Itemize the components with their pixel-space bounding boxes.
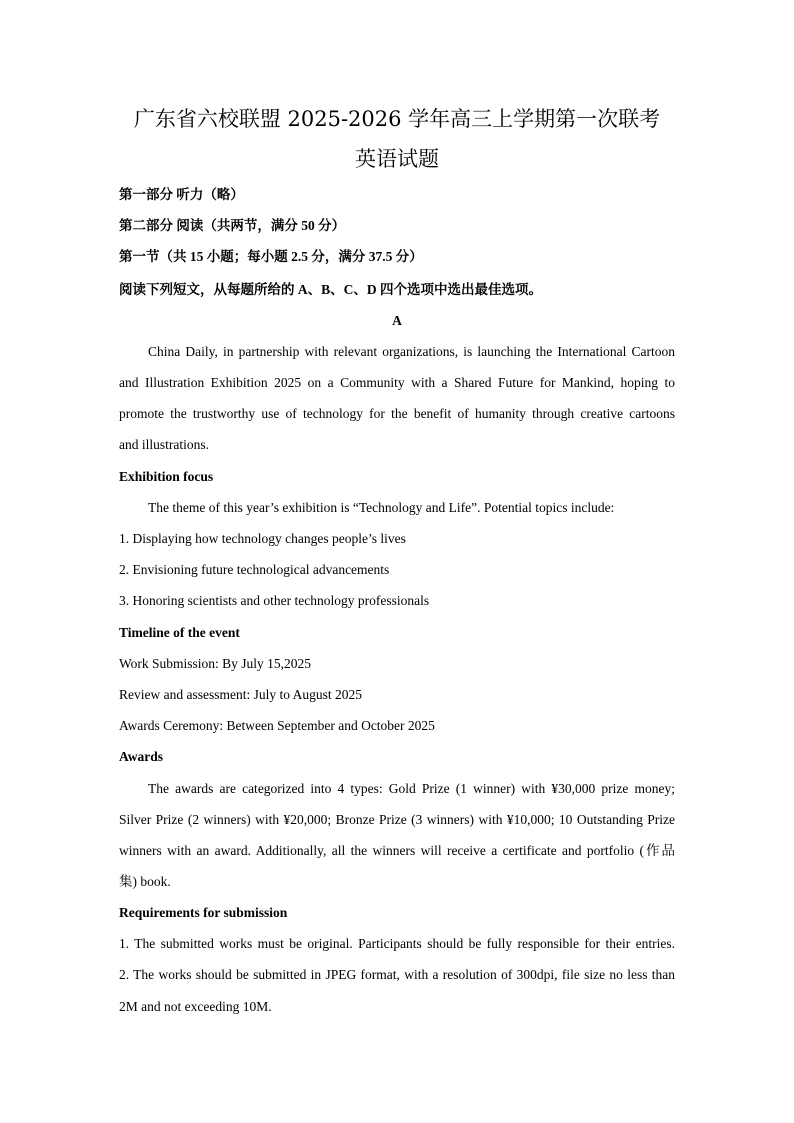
- focus-item: 1. Displaying how technology changes people’s lives: [119, 531, 406, 546]
- requirement-line: 1. The submitted works must be original. Participants should be fully responsible for their entries.: [119, 936, 675, 951]
- part2-heading: 第二部分 阅读（共两节，满分 50 分）: [119, 218, 346, 233]
- timeline-item: Work Submission: By July 15,2025: [119, 656, 312, 671]
- requirement-line: 2M and not exceeding 10M.: [119, 999, 272, 1014]
- passage-label: A: [392, 313, 402, 328]
- focus-intro: The theme of this year’s exhibition is “Technology and Life”. Potential topics include:: [148, 500, 615, 515]
- intro-line: promote the trustworthy use of technology for the benefit of humanity through creative cartoons: [119, 406, 675, 421]
- requirement-line: 2. The works should be submitted in JPEG format, with a resolution of 300dpi, file size no less than: [119, 967, 675, 982]
- focus-item: 2. Envisioning future technological advancements: [119, 562, 390, 577]
- awards-line: Silver Prize (2 winners) with ¥20,000; Bronze Prize (3 winners) with ¥10,000; 10 Outstanding Prize: [119, 812, 675, 827]
- section1-heading: 第一节（共 15 小题；每小题 2.5 分，满分 37.5 分）: [119, 249, 423, 264]
- awards-line: winners with an award. Additionally, all the winners will receive a certificate and portfolio (作品: [119, 843, 675, 858]
- requirements-heading: Requirements for submission: [119, 905, 288, 920]
- focus-item: 3. Honoring scientists and other technology professionals: [119, 593, 430, 608]
- timeline-heading: Timeline of the event: [119, 625, 240, 640]
- exam-subtitle: 英语试题: [355, 147, 439, 171]
- timeline-item: Awards Ceremony: Between September and October 2025: [119, 718, 435, 733]
- timeline-item: Review and assessment: July to August 2025: [119, 687, 362, 702]
- intro-line: and illustrations.: [119, 437, 209, 452]
- intro-line: China Daily, in partnership with relevant organizations, is launching the International Cartoon: [148, 344, 675, 359]
- intro-line: and Illustration Exhibition 2025 on a Community with a Shared Future for Mankind, hoping to: [119, 375, 675, 390]
- part1-heading: 第一部分 听力（略）: [119, 187, 244, 202]
- focus-heading: Exhibition focus: [119, 469, 214, 484]
- awards-heading: Awards: [119, 749, 164, 764]
- awards-line: The awards are categorized into 4 types: Gold Prize (1 winner) with ¥30,000 prize money;: [148, 781, 675, 796]
- instruction-text: 阅读下列短文，从每题所给的 A、B、C、D 四个选项中选出最佳选项。: [119, 282, 543, 297]
- awards-line: 集) book.: [119, 874, 171, 889]
- exam-title: 广东省六校联盟 2025-2026 学年高三上学期第一次联考: [133, 107, 661, 131]
